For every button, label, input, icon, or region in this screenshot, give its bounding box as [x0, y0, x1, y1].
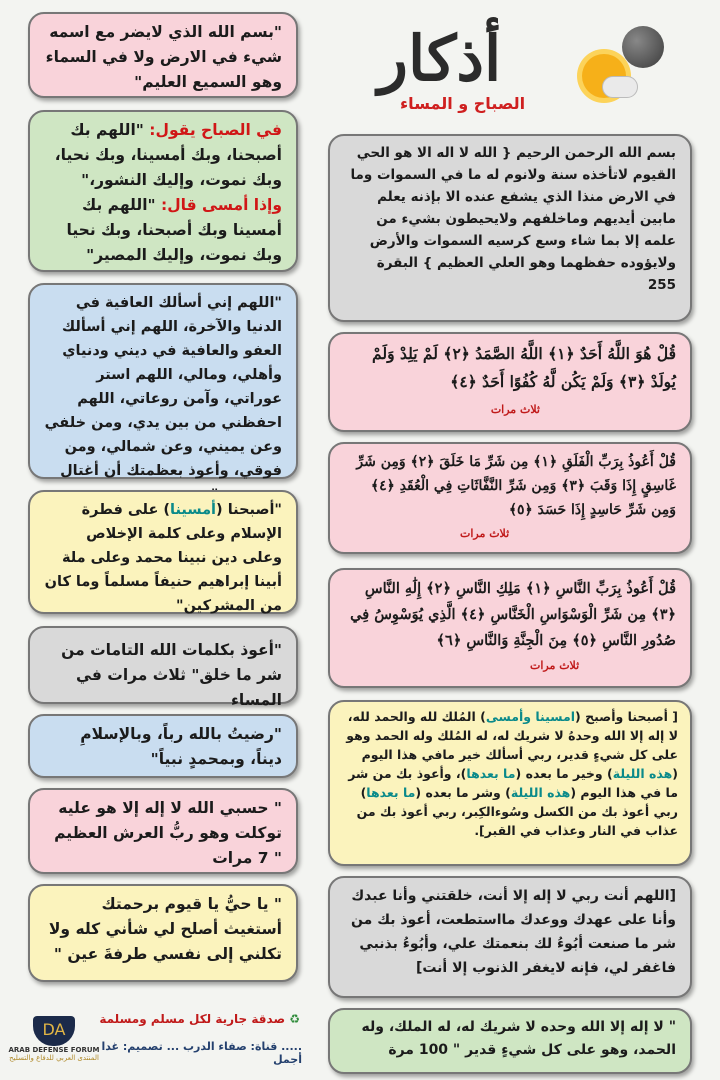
surah-ikhlas-card	[328, 332, 692, 432]
sadaqa-text: صدقة جارية لكل مسلم ومسلمة	[99, 1012, 286, 1026]
dhikr-text: " يا حيُّ يا قيوم برحمتك أستغيث أصلح لي شأني كله ولا تكلني إلى نفسي طرفةَ عين "	[48, 895, 282, 963]
arab-defense-forum-logo	[4, 1016, 104, 1078]
repeat-note: ثلاث مرات	[530, 659, 580, 672]
dhikr-asbahna-card: [ أصبحنا وأصبح (امسينا وأمسى) المُلك لله والحمد لله، لا إله إلا الله وحدهُ لا شريك له، له المُلك وله الحمد وهو على كل شيءٍ قدير، ربي أسألك خير مافي هذا اليوم (هذه الليلة) وخير ما بعده (ما بعدها)، وأعوذ بك من شر ما في هذا اليوم (هذه الليلة) وشر ما بعده (ما بعدها) ربي أعوذ بك من الكسل وسُوءالكِبر، ربي أعوذ بك من عذاب في النار وعذاب في القبر].	[328, 700, 692, 866]
page-subtitle: الصباح و المساء	[400, 94, 526, 113]
logo-arabic-text: المنتدى العربي للدفاع والتسليح	[9, 1054, 99, 1062]
tahlil-text: " لا إله إلا الله وحده لا شريك له، له الملك، وله الحمد، وهو على كل شيءٍ قدير " 100 مرة	[361, 1019, 676, 1058]
sayyid-istighfar-text: [اللهم أنت ربي لا إله إلا أنت، خلقتني وأنا عبدك وأنا على عهدك ووعدك مااستطعت، أعوذ بك من شر ما صنعت أبُوءُ لك بنعمتك علي، وأبُوءُ بذنبي فاغفر لي، فإنه لايغفر الذنوب إلا أنت]	[351, 888, 676, 976]
moon-icon	[622, 26, 664, 68]
morning-text: "اللهم بك أصبحنا، وبك أمسينا، وبك نحيا، وبك نموت، وإليك النشور،"	[54, 121, 282, 189]
repeat-note: ثلاث مرات	[460, 527, 510, 540]
surah-falaq-text: قُلْ أَعُوذُ بِرَبِّ الْفَلَقِ ﴿١﴾ مِن شَرِّ مَا خَلَقَ ﴿٢﴾ وَمِن شَرِّ غَاسِقٍ إِذَا وَقَبَ ﴿٣﴾ وَمِن شَرِّ النَّفَّاثَاتِ فِي الْعُقَدِ ﴿٤﴾ وَمِن شَرِّ حَاسِدٍ إِذَا حَسَدَ ﴿٥﴾	[356, 454, 676, 518]
dhikr-kalimat-card	[28, 626, 298, 709]
dhikr-text: "بسم الله الذي لايضر مع اسمه شيء في الارض ولا في السماء وهو السميع العليم"	[45, 23, 282, 91]
surah-ikhlas-text: قُلْ هُوَ اللَّهُ أَحَدٌ ﴿١﴾ اللَّهُ الصَّمَدُ ﴿٢﴾ لَمْ يَلِدْ وَلَمْ يُولَدْ ﴿٣﴾ وَلَمْ يَكُن لَّهُ كُفُوًا أَحَدٌ ﴿٤﴾	[372, 344, 676, 391]
dhikr-text: "اللهم إني أسألك العافية في الدنيا والآخرة، اللهم إني أسألك العفو والعافية في ديني ودنياي وأهلي، ومالي، اللهم استر عوراتي، وآمن روعاتي، اللهم احفظني من بين يدي، ومن خلفي وعن يميني، وعن شمالي، ومن فوقي، وأعوذ بعظمتك أن أغتال	[44, 295, 282, 479]
repeat-note: ثلاث مرات	[490, 403, 540, 416]
page-title: أذكار	[378, 22, 502, 95]
dhikr-hasbi-card	[28, 788, 298, 874]
surah-falaq-card	[328, 442, 692, 554]
page-header	[350, 18, 690, 118]
dhikr-ya-hayy-card	[28, 884, 298, 982]
dhikr-text: "رضيتُ بالله رباً، وبالإسلامِ ديناً، وبمحمدٍ نبياً"	[80, 725, 282, 768]
evening-text: "اللهم بك أمسينا وبك أصبحنا، وبك نحيا وبك نموت، وإليك المصير"	[66, 196, 282, 264]
sayyid-istighfar-card	[328, 876, 692, 998]
evening-label: وإذا أمسى قال:	[161, 196, 282, 214]
fitra-text-post: ) على فطرة الإسلام وعلى كلمة الإخلاص وعلى دين نبينا محمد وعلى ملة أبينا إبراهيم حنيفاً مسلماً وما كان من المشركين"	[44, 502, 282, 614]
fitra-highlight: أمسينا	[170, 502, 217, 518]
logo-english-text: ARAB DEFENSE FORUM	[8, 1046, 100, 1054]
fitra-text-pre: "أصبحنا (	[216, 502, 282, 518]
cloud-icon	[602, 76, 638, 98]
morning-label: في الصباح يقول:	[149, 121, 282, 139]
dhikr-text: "أعوذ بكلمات الله التامات من شر ما خلق" ثلاث مرات في المساء	[61, 641, 282, 709]
surah-nas-text: قُلْ أَعُوذُ بِرَبِّ النَّاسِ ﴿١﴾ مَلِكِ النَّاسِ ﴿٢﴾ إِلَٰهِ النَّاسِ ﴿٣﴾ مِن شَرِّ الْوَسْوَاسِ الْخَنَّاسِ ﴿٤﴾ الَّذِي يُوَسْوِسُ فِي صُدُورِ النَّاسِ ﴿٥﴾ مِنَ الْجِنَّةِ وَالنَّاسِ ﴿٦﴾	[350, 580, 676, 649]
tahlil-card	[328, 1008, 692, 1074]
shield-logo-icon: DA	[33, 1016, 75, 1046]
dhikr-bismillah-card	[28, 12, 298, 98]
credits-text: ..... قناة: صفاء الدرب ... تصميم: غدا أجمل	[101, 1040, 302, 1066]
surah-nas-card	[328, 568, 692, 688]
dhikr-afiya-card	[28, 283, 298, 479]
ayat-kursi-text: بسم الله الرحمن الرحيم { الله لا اله الا هو الحي القيوم لاتأخذه سنة ولانوم له ما في السموات وما في الارض منذا الذي يشفع عنده الا بإذنه يعلم مابين أيديهم وماخلفهم ولايحيطون بشيء من علمه إلا بما شاء وسع كرسيه السموات والأرض ولايؤوده حفظهما وهو العلي العظيم } البقرة 255	[350, 145, 676, 293]
dhikr-raditu-card	[28, 714, 298, 778]
ayat-kursi-card	[328, 134, 692, 322]
credits-line	[96, 1040, 302, 1066]
recycle-icon: ♻	[289, 1012, 300, 1026]
dhikr-text: " حسبي الله لا إله إلا هو عليه توكلت وهو ربُّ العرش العظيم " 7 مرات	[54, 799, 282, 867]
dhikr-morning-evening-card	[28, 110, 298, 272]
dhikr-fitra-card	[28, 490, 298, 614]
